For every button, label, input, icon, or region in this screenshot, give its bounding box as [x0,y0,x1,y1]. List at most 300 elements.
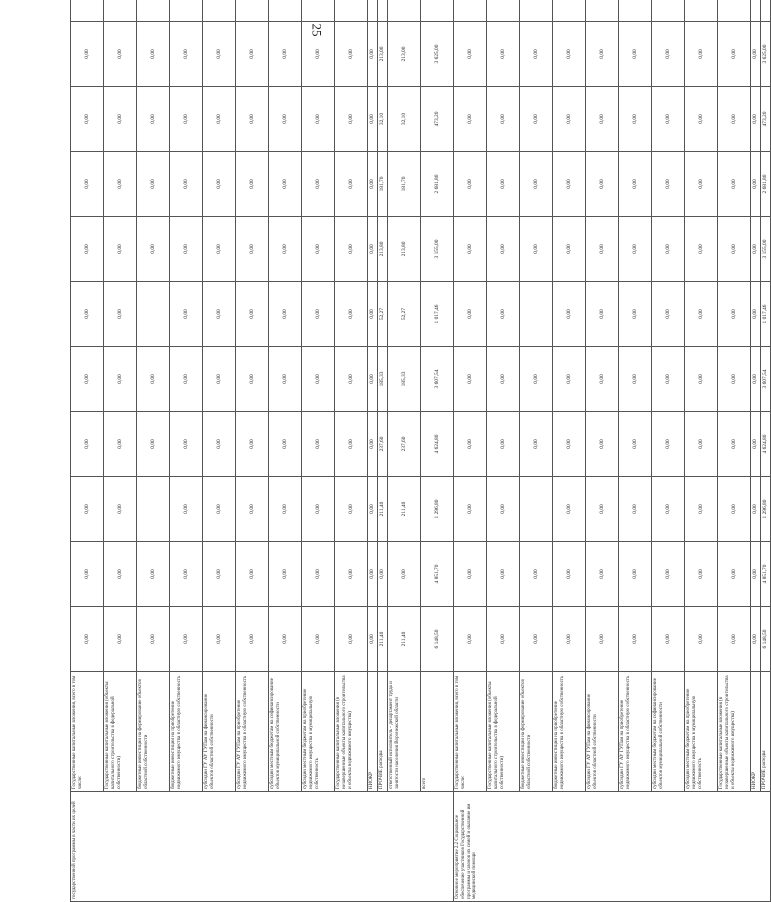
row-label: НИОКР [368,672,378,792]
value-cell: 4 851,70 [421,542,454,607]
value-cell: 0,00 [71,542,104,607]
value-cell: 213,00 [378,22,388,87]
table-row [454,0,487,902]
row-label: бюджетные инвестиции на приобретение недвижимого имущества в областную собственность [170,672,203,792]
value-cell: 0,00 [553,22,586,87]
value-cell: 2 681,80 [761,152,771,217]
value-cell: 0,00 [137,412,170,477]
table-row [236,0,269,902]
table-row [652,0,685,902]
value-cell: 0,00 [652,22,685,87]
value-cell: 0,00 [619,477,652,542]
value-cell: 0,00 [454,412,487,477]
value-cell: 0,00 [203,477,236,542]
value-cell: 0,00 [137,217,170,282]
value-cell: 0,00 [454,22,487,87]
value-cell: 0,00 [586,412,619,477]
table-row [335,0,368,902]
table-row [619,0,652,902]
value-cell: 181,70 [378,152,388,217]
value-cell [619,0,652,22]
value-cell: 0,00 [302,607,335,672]
value-cell: 181,70 [388,152,421,217]
value-cell: 211,40 [378,477,388,542]
value-cell: 185,33 [378,347,388,412]
value-cell: 0,00 [335,217,368,282]
value-cell: 0,00 [520,152,553,217]
value-cell: 0,00 [685,152,718,217]
value-cell: 0,00 [236,152,269,217]
value-cell: 0,00 [368,607,378,672]
value-cell: 0,00 [751,347,761,412]
value-cell: 0,00 [652,152,685,217]
value-cell: 211,40 [388,607,421,672]
value-cell: 0,00 [104,542,137,607]
value-cell: 0,00 [652,607,685,672]
value-cell: 0,00 [388,542,421,607]
value-cell: 0,00 [170,282,203,347]
value-cell: 0,00 [71,412,104,477]
value-cell [368,0,378,22]
row-label: НИОКР [751,672,761,792]
value-cell: 0,00 [586,217,619,282]
table-row [388,0,421,902]
value-cell: 0,00 [335,412,368,477]
value-cell: 0,00 [619,542,652,607]
value-cell [388,0,421,22]
value-cell: 0,00 [685,87,718,152]
value-cell: 0,00 [619,607,652,672]
value-cell: 0,00 [487,217,520,282]
value-cell: 0,00 [520,542,553,607]
value-cell: 0,00 [137,22,170,87]
value-cell: 0,00 [368,217,378,282]
value-cell: 0,00 [71,477,104,542]
value-cell: 0,00 [269,607,302,672]
row-label: субсидии ГУ АУ ГУПам на приобретение недвижимого имущества в областную собственность [236,672,269,792]
value-cell [520,0,553,22]
value-cell: 0,00 [652,477,685,542]
value-cell: 1 296,80 [421,477,454,542]
value-cell: 0,00 [685,282,718,347]
value-cell [378,0,388,22]
table-row [487,0,520,902]
value-cell: 4 624,80 [421,412,454,477]
value-cell: 0,00 [520,347,553,412]
row-label: ответственный исполнитель - департамент труда и занятости населения Воронежской области [388,672,421,792]
value-cell: 0,00 [487,542,520,607]
value-cell: 3 607,54 [421,347,454,412]
row-label: всего [421,672,454,792]
value-cell: 0,00 [553,607,586,672]
value-cell: 0,00 [520,87,553,152]
value-cell: 0,00 [586,22,619,87]
value-cell: 0,00 [586,87,619,152]
value-cell: 0,00 [368,347,378,412]
value-cell: 0,00 [751,217,761,282]
row-label: ПРОЧИЕ расходы [761,672,771,792]
row-label: субсидии ГУ АУ ГУПам на финансирование объектов областной собственности [586,672,619,792]
value-cell: 0,00 [751,607,761,672]
value-cell: 0,00 [368,542,378,607]
value-cell: 0,00 [203,607,236,672]
value-cell: 0,00 [718,87,751,152]
value-cell: 0,00 [137,152,170,217]
row-label: Государственные капитальные вложения (в незавершенные объекты капитального строительства и объекты недвижимого имущества) [718,672,751,792]
table-row [751,0,761,902]
row-label: Государственные капитальные вложения (объекты капитального строительства в федеральной собственности) [104,672,137,792]
value-cell: 237,60 [378,412,388,477]
value-cell: 52,27 [378,282,388,347]
value-cell: 0,00 [368,477,378,542]
value-cell: 0,00 [170,412,203,477]
row-label: Государственные капитальные вложения (объекты капитального строительства в федеральной собственности) [487,672,520,792]
value-cell: 0,00 [137,607,170,672]
table-row [520,0,553,902]
value-cell: 6 148,50 [761,607,771,672]
value-cell: 0,00 [269,412,302,477]
table-row [553,0,586,902]
value-cell: 0,00 [619,347,652,412]
value-cell: 0,00 [718,282,751,347]
value-cell: 0,00 [454,347,487,412]
value-cell: 0,00 [302,477,335,542]
value-cell [652,0,685,22]
value-cell: 0,00 [487,347,520,412]
value-cell: 0,00 [718,477,751,542]
value-cell: 0,00 [454,87,487,152]
value-cell: 0,00 [170,87,203,152]
value-cell: 0,00 [203,412,236,477]
value-cell: 0,00 [368,152,378,217]
value-cell: 0,00 [652,87,685,152]
value-cell: 0,00 [335,347,368,412]
value-cell: 0,00 [553,477,586,542]
value-cell: 0,00 [454,542,487,607]
value-cell: 0,00 [170,152,203,217]
value-cell: 0,00 [104,282,137,347]
row-label: бюджетные инвестиции на формирование объектов областной собственности [137,672,170,792]
row-label: бюджетные инвестиции на формирование объектов областной собственности [520,672,553,792]
value-cell: 0,00 [685,217,718,282]
value-cell: 0,00 [269,347,302,412]
value-cell: 0,00 [170,347,203,412]
value-cell: 0,00 [236,87,269,152]
value-cell: 237,60 [388,412,421,477]
value-cell: 0,00 [586,607,619,672]
table-row [302,0,335,902]
table-row [71,0,104,902]
value-cell: 0,00 [619,22,652,87]
value-cell: 0,00 [586,347,619,412]
value-cell: 0,00 [685,412,718,477]
value-cell: 0,00 [454,282,487,347]
value-cell: 0,00 [718,542,751,607]
value-cell: 0,00 [269,22,302,87]
value-cell: 0,00 [553,347,586,412]
value-cell: 0,00 [170,542,203,607]
value-cell: 0,00 [619,87,652,152]
value-cell: 0,00 [378,542,388,607]
value-cell [553,0,586,22]
value-cell: 0,00 [487,412,520,477]
value-cell: 0,00 [269,542,302,607]
value-cell: 0,00 [335,282,368,347]
value-cell: 0,00 [71,22,104,87]
row-label: Государственные капитальные вложения (в незавершенные объекты капитального строительства и объекты недвижимого имущества) [335,672,368,792]
value-cell: 0,00 [652,217,685,282]
value-cell: 0,00 [751,412,761,477]
value-cell: 4 851,70 [761,542,771,607]
value-cell: 0,00 [335,87,368,152]
value-cell: 0,00 [302,152,335,217]
value-cell [137,477,170,542]
value-cell: 0,00 [203,282,236,347]
value-cell: 0,00 [104,22,137,87]
value-cell: 0,00 [236,22,269,87]
value-cell: 213,80 [388,217,421,282]
value-cell: 0,00 [71,217,104,282]
value-cell: 3 155,00 [761,217,771,282]
value-cell: 0,00 [685,477,718,542]
row-label: субсидии ГУ АУ ГУПам на финансирование объектов областной собственности [203,672,236,792]
value-cell: 3 625,00 [421,22,454,87]
value-cell: 0,00 [685,22,718,87]
value-cell [203,0,236,22]
value-cell [421,0,454,22]
page-number: 25 [309,23,325,37]
value-cell: 0,00 [104,87,137,152]
value-cell: 0,00 [751,282,761,347]
value-cell: 0,00 [487,87,520,152]
value-cell: 1 296,80 [761,477,771,542]
value-cell: 0,00 [203,347,236,412]
row-label: Государственные капитальные вложения, всего в том числе: [454,672,487,792]
value-cell: 0,00 [553,152,586,217]
value-cell: 0,00 [269,477,302,542]
value-cell: 0,00 [685,542,718,607]
value-cell: 0,00 [170,607,203,672]
value-cell: 3 155,00 [421,217,454,282]
value-cell: 52,27 [388,282,421,347]
value-cell: 0,00 [685,607,718,672]
value-cell [520,477,553,542]
value-cell: 0,00 [751,22,761,87]
value-cell: 0,00 [454,477,487,542]
value-cell: 0,00 [269,217,302,282]
value-cell: 0,00 [619,282,652,347]
value-cell: 32,10 [388,87,421,152]
value-cell: 0,00 [71,87,104,152]
table-row [685,0,718,902]
program-cell: Основное мероприятие 2.2 Социальное обеспечение участников Государственной программы и членов их семей и оказание им медицинской помощи [454,792,771,902]
value-cell: 0,00 [269,282,302,347]
value-cell: 0,00 [718,607,751,672]
value-cell: 0,00 [652,347,685,412]
value-cell: 0,00 [302,347,335,412]
table-row [421,0,454,902]
value-cell: 0,00 [368,87,378,152]
value-cell: 0,00 [454,217,487,282]
value-cell: 473,20 [421,87,454,152]
value-cell: 6 148,50 [421,607,454,672]
table-row [203,0,236,902]
value-cell: 0,00 [104,477,137,542]
value-cell: 0,00 [586,282,619,347]
value-cell: 0,00 [652,282,685,347]
value-cell [71,0,104,22]
value-cell: 0,00 [302,22,335,87]
value-cell: 0,00 [269,87,302,152]
value-cell [170,0,203,22]
value-cell: 213,80 [378,217,388,282]
value-cell: 0,00 [170,217,203,282]
value-cell: 0,00 [104,217,137,282]
row-label: субсидии местным бюджетам на софинансирование объектов муниципальной собственности [652,672,685,792]
value-cell: 0,00 [71,152,104,217]
value-cell: 0,00 [718,22,751,87]
value-cell [761,0,771,22]
value-cell: 0,00 [335,477,368,542]
value-cell: 0,00 [520,22,553,87]
value-cell: 0,00 [368,412,378,477]
value-cell: 0,00 [685,347,718,412]
value-cell: 473,20 [761,87,771,152]
value-cell: 0,00 [520,607,553,672]
value-cell: 0,00 [619,412,652,477]
row-label: Государственные капитальные вложения, всего в том числе: [71,672,104,792]
value-cell [104,0,137,22]
row-label: субсидии местным бюджетам на приобретение недвижимого имущества в муниципальную собственность [302,672,335,792]
value-cell [236,0,269,22]
value-cell: 0,00 [203,217,236,282]
value-cell: 0,00 [104,412,137,477]
value-cell: 0,00 [71,607,104,672]
value-cell: 0,00 [586,477,619,542]
value-cell: 0,00 [302,217,335,282]
value-cell [685,0,718,22]
value-cell: 0,00 [652,542,685,607]
table-row [368,0,378,902]
value-cell [586,0,619,22]
value-cell: 0,00 [302,412,335,477]
value-cell: 0,00 [586,152,619,217]
value-cell: 4 624,80 [761,412,771,477]
table-row [104,0,137,902]
table-row [269,0,302,902]
value-cell [137,282,170,347]
value-cell [269,0,302,22]
value-cell [137,0,170,22]
value-cell: 0,00 [368,22,378,87]
value-cell: 0,00 [751,477,761,542]
value-cell: 0,00 [751,152,761,217]
value-cell: 0,00 [170,477,203,542]
value-cell: 2 681,80 [421,152,454,217]
value-cell: 0,00 [302,542,335,607]
value-cell: 0,00 [718,217,751,282]
value-cell [335,0,368,22]
value-cell [454,0,487,22]
value-cell: 0,00 [718,412,751,477]
value-cell: 0,00 [751,87,761,152]
value-cell: 0,00 [718,347,751,412]
value-cell: 0,00 [619,217,652,282]
value-cell: 0,00 [718,152,751,217]
row-label: бюджетные инвестиции на приобретение недвижимого имущества в областную собственность [553,672,586,792]
value-cell: 3 607,54 [761,347,771,412]
table-row [586,0,619,902]
value-cell: 0,00 [751,542,761,607]
value-cell: 211,40 [388,477,421,542]
budget-table [70,0,771,902]
value-cell: 0,00 [236,477,269,542]
value-cell: 0,00 [368,282,378,347]
program-cell: государственной программы в части их целей [71,792,454,902]
table-row [718,0,751,902]
table-row [378,0,388,902]
value-cell: 0,00 [137,542,170,607]
value-cell: 0,00 [553,282,586,347]
value-cell: 0,00 [170,22,203,87]
value-cell: 0,00 [71,282,104,347]
value-cell [718,0,751,22]
value-cell: 0,00 [203,152,236,217]
value-cell: 0,00 [520,412,553,477]
value-cell: 0,00 [553,542,586,607]
value-cell: 0,00 [137,347,170,412]
row-label: ПРОЧИЕ расходы [378,672,388,792]
table-row [170,0,203,902]
value-cell: 0,00 [236,412,269,477]
value-cell: 0,00 [487,152,520,217]
value-cell: 0,00 [335,542,368,607]
value-cell: 1 017,46 [421,282,454,347]
value-cell: 0,00 [586,542,619,607]
value-cell: 0,00 [203,22,236,87]
value-cell: 32,10 [378,87,388,152]
value-cell: 0,00 [487,607,520,672]
value-cell [487,0,520,22]
value-cell: 0,00 [520,217,553,282]
value-cell: 0,00 [137,87,170,152]
value-cell: 0,00 [203,542,236,607]
value-cell: 0,00 [236,607,269,672]
value-cell: 0,00 [302,87,335,152]
value-cell: 0,00 [652,412,685,477]
value-cell: 0,00 [104,347,137,412]
value-cell: 0,00 [236,347,269,412]
value-cell: 0,00 [487,22,520,87]
value-cell: 0,00 [454,152,487,217]
value-cell: 0,00 [335,607,368,672]
value-cell: 0,00 [236,217,269,282]
value-cell: 0,00 [487,477,520,542]
value-cell [751,0,761,22]
value-cell: 0,00 [553,412,586,477]
row-label: субсидии местным бюджетам на приобретение недвижимого имущества в муниципальную собственность [685,672,718,792]
value-cell: 185,33 [388,347,421,412]
row-label: субсидии ГУ АУ ГУПам на приобретение недвижимого имущества в областную собственность [619,672,652,792]
value-cell: 0,00 [553,217,586,282]
value-cell: 0,00 [335,22,368,87]
table-body [71,0,771,902]
table-row [137,0,170,902]
value-cell: 0,00 [236,282,269,347]
value-cell: 1 017,46 [761,282,771,347]
value-cell: 0,00 [487,282,520,347]
row-label: субсидии местным бюджетам на софинансирование объектов муниципальной собственности [269,672,302,792]
